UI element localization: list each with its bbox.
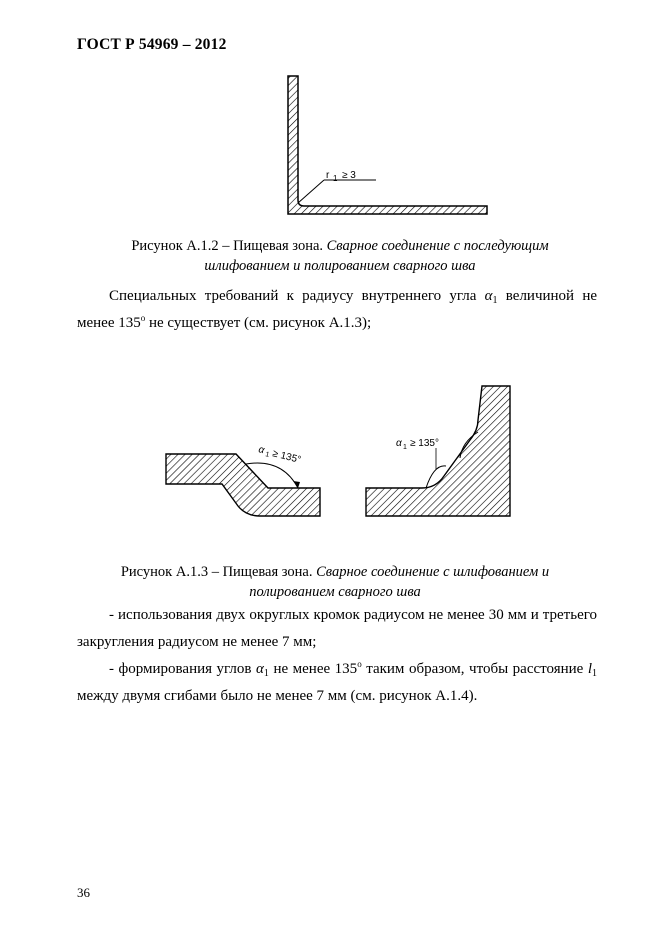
figure-a13-drawing	[160, 380, 520, 525]
figure-a13-caption-italic-2: полированием сварного шва	[249, 584, 421, 600]
figure-a13-right-alpha: α	[396, 438, 402, 449]
figure-a13-caption-italic-1: Сварное соединение с шлифованием и	[316, 564, 550, 580]
figure-a13-left-value: ≥ 135°	[271, 448, 303, 466]
figure-a12-caption-italic-1: Сварное соединение с последующим	[326, 238, 549, 254]
page-number: 36	[77, 885, 90, 900]
figure-a12-caption-italic-2: шлифованием и полированием сварного шва	[204, 258, 476, 274]
paragraph-2: - использования двух округлых кромок радиусом не менее 30 мм и третьего закругления радиусом не менее 7 мм;	[77, 607, 597, 650]
figure-a13-right-sub: 1	[403, 444, 407, 451]
paragraph-3: - формирования углов $\alpha_1$ не менее 135$^o$ таким образом, чтобы расстояние $l_1$ между двумя сгибами было не менее 7 мм (см. рисунок А.1.4).	[77, 659, 598, 704]
document-header: ГОСТ Р 54969 – 2012	[77, 36, 227, 53]
figure-a12-radius-sub: 1	[333, 174, 338, 183]
figure-a12-radius-value: ≥ 3	[342, 170, 356, 181]
figure-a13-left-alpha: α	[257, 444, 266, 457]
figure-a12-radius-label: r	[326, 170, 330, 181]
figure-a12-drawing	[280, 72, 495, 222]
figure-a13-caption	[100, 562, 570, 602]
figure-a12-caption-plain: Рисунок А.1.2 – Пищевая зона.	[131, 238, 324, 254]
figure-a13-caption-plain: Рисунок А.1.3 – Пищевая зона.	[120, 564, 313, 580]
figure-a13-left-sub: 1	[264, 451, 270, 459]
figure-a13-right-value: ≥ 135°	[410, 438, 439, 449]
figure-a12-caption	[100, 236, 580, 276]
paragraph-1: Специальных требований к радиусу внутреннего угла $\alpha_1$ величиной не менее 135$^o$ не существует (см. рисунок А.1.3);	[77, 288, 598, 331]
